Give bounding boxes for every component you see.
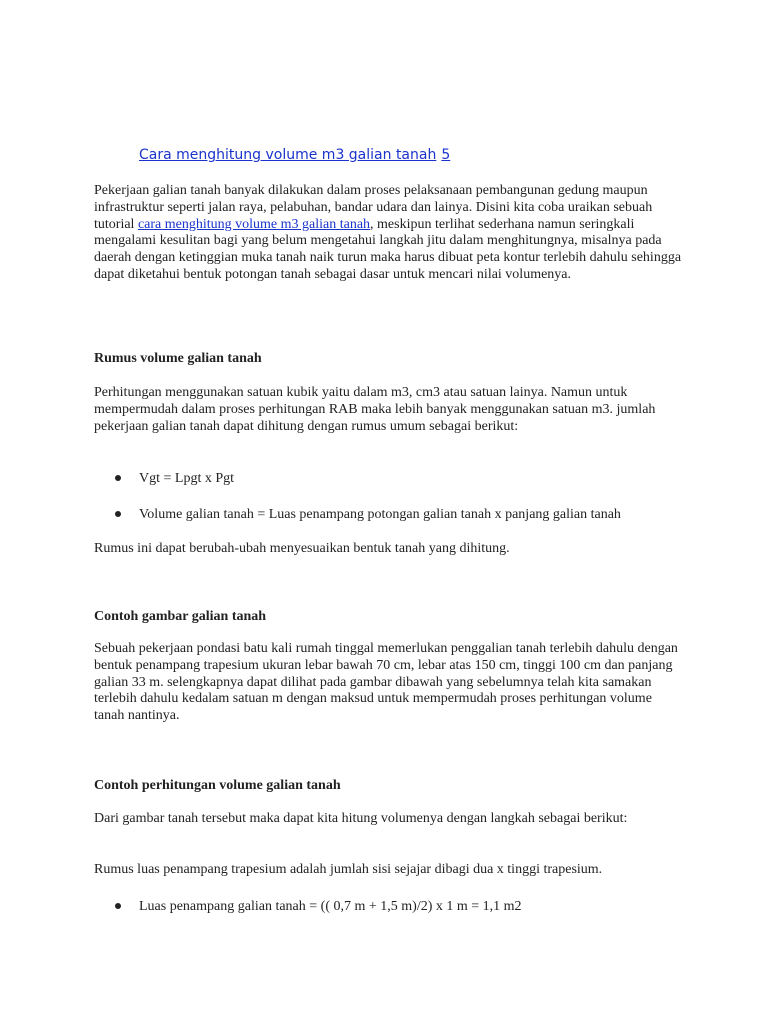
perhitungan-paragraph-1: Dari gambar tanah tersebut maka dapat kita hitung volumenya dengan langkah sebagai berikut: (94, 811, 628, 826)
title-link[interactable]: Cara menghitung volume m3 galian tanah (139, 147, 437, 163)
rumus-note: Rumus ini dapat berubah-ubah menyesuaikan bentuk tanah yang dihitung. (94, 541, 510, 556)
title-count-link[interactable]: 5 (441, 147, 451, 163)
bullet-dot-icon (115, 511, 121, 517)
bullet-text: Vgt = Lpgt x Pgt (139, 471, 235, 486)
bullet-item-formula-long (115, 506, 621, 523)
bullet-text: Luas penampang galian tanah = (( 0,7 m + 1,5 m)/2) x 1 m = 1,1 m2 (139, 899, 522, 914)
document-title (139, 146, 450, 164)
perhitungan-paragraph-2: Rumus luas penampang trapesium adalah jumlah sisi sejajar dibagi dua x tinggi trapesium. (94, 862, 603, 877)
rumus-paragraph: Perhitungan menggunakan satuan kubik yaitu dalam m3, cm3 atau satuan lainya. Namun untuk mempermudah dalam proses perhitungan RAB maka lebih banyak menggunakan satuan m3. jumlah pekerjaan galian tanah dapat dihitung dengan rumus umum sebagai berikut: (94, 385, 656, 434)
bullet-dot-icon (115, 903, 121, 909)
bullet-item-formula-short (115, 470, 234, 487)
intro-text-before: Pekerjaan galian tanah banyak dilakukan dalam proses pelaksanaan pembangunan gedung maupun infrastruktur seperti jalan raya, pelabuhan, bandar udara dan lainya. Disini kita coba uraikan sebuah tutorial (94, 183, 653, 232)
intro-paragraph (94, 183, 684, 284)
intro-text-after: , meskipun terlihat sederhana namun seringkali mengalami kesulitan bagi yang belum mengetahui langkah jitu dalam menghitungnya, misalnya pada daerah dengan ketinggian muka tanah naik turun maka harus dibuat peta kontur terlebih dahulu sehingga dapat diketahui bentuk potongan tanah sebagai dasar untuk mencari nilai volumenya. (94, 216, 682, 282)
intro-tutorial-link[interactable]: cara menghitung volume m3 galian tanah (137, 216, 371, 232)
bullet-dot-icon (115, 475, 121, 481)
bullet-text: Volume galian tanah = Luas penampang potongan galian tanah x panjang galian tanah (139, 507, 621, 522)
heading-gambar: Contoh gambar galian tanah (94, 609, 267, 624)
bullet-item-luas-penampang (115, 898, 522, 915)
gambar-paragraph: Sebuah pekerjaan pondasi batu kali rumah tinggal memerlukan penggalian tanah terlebih dahulu dengan bentuk penampang trapesium ukuran lebar bawah 70 cm, lebar atas 150 cm, tinggi 100 cm dan panjang galian 33 m. selengkapnya dapat dilihat pada gambar dibawah yang sebelumnya telah kita samakan terlebih dahulu kedalam satuan m dengan maksud untuk mempermudah proses perhitungan volume tanah nantinya. (94, 641, 678, 724)
heading-perhitungan: Contoh perhitungan volume galian tanah (94, 778, 341, 793)
heading-rumus: Rumus volume galian tanah (94, 351, 262, 366)
